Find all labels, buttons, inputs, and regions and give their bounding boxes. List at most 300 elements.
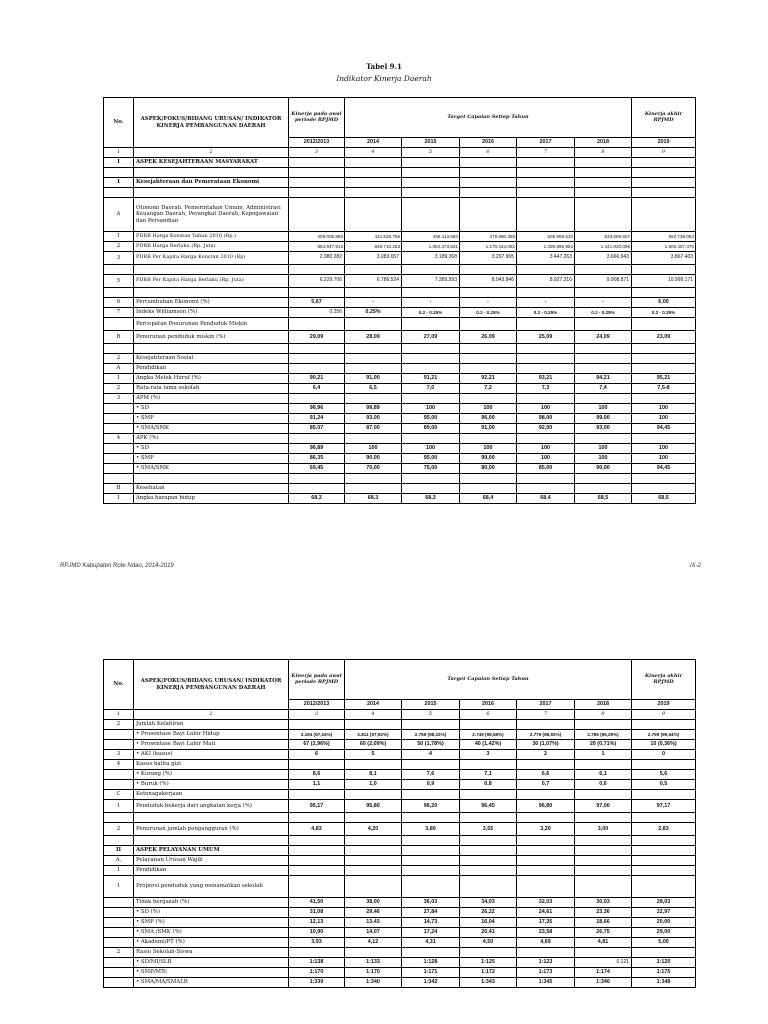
row-value-2017 (517, 760, 575, 770)
row-value-2012-2013 (289, 720, 345, 730)
indicator-table-page2 (103, 659, 696, 988)
row-value-2019: 100 (632, 454, 696, 464)
row-value-2016 (460, 288, 517, 298)
row-value-2014: 90,00 (345, 454, 402, 464)
header-column-number: 9 (632, 148, 696, 158)
row-value-2015: 95,00 (402, 454, 460, 464)
row-value-2019: 1:175 (632, 968, 696, 978)
row-value-2015: 95,00 (402, 414, 460, 424)
row-value-2017 (517, 856, 575, 866)
row-value-2014 (345, 720, 402, 730)
row-value-2015 (402, 760, 460, 770)
row-value-2014 (345, 364, 402, 374)
row-value-2018 (575, 484, 632, 494)
table-row (104, 404, 696, 414)
row-value-2019: 3.867.403 (632, 252, 696, 265)
row-value-2019 (632, 866, 696, 876)
row-number: B (104, 331, 134, 344)
row-value-2014: 93,00 (345, 414, 402, 424)
table-row (104, 730, 696, 740)
row-value-2017: 2.779 (98,93%) (517, 730, 575, 740)
row-value-2014: 70,00 (345, 464, 402, 474)
row-number (104, 265, 134, 275)
row-value-2019 (632, 178, 696, 188)
row-value-2018: 1 (575, 750, 632, 760)
row-number: 1 (104, 494, 134, 504)
row-number: C (104, 790, 134, 800)
row-value-2019 (632, 760, 696, 770)
table-row (104, 790, 696, 800)
row-value-2019 (632, 288, 696, 298)
row-value-2017: 1:345 (517, 978, 575, 988)
row-value-2016: 0,8 (460, 780, 517, 790)
row-value-2014 (345, 846, 402, 856)
row-value-2018: 90,00 (575, 464, 632, 474)
row-value-2018: 20 (0,71%) (575, 740, 632, 750)
row-value-2018: 99,00 (575, 414, 632, 424)
row-value-2014 (345, 760, 402, 770)
row-value-2015 (402, 856, 460, 866)
row-value-2019: 97,17 (632, 800, 696, 813)
row-indicator-label: ASPEK PELAYANAN UMUM (134, 846, 289, 856)
header-target: Target Capaian Setiap Tahun (345, 98, 632, 138)
row-value-2019 (632, 318, 696, 331)
row-value-2015: 0.2 - 0.25% (402, 308, 460, 318)
row-value-2016 (460, 318, 517, 331)
row-value-2018: 100 (575, 404, 632, 414)
header-column-number: 1 (104, 148, 134, 158)
table-row (104, 158, 696, 168)
header-colnum-row (104, 710, 696, 720)
row-value-2015 (402, 720, 460, 730)
row-indicator-label: • Prosentase Bayi Lahir Hidup (134, 730, 289, 740)
row-value-2016 (460, 866, 517, 876)
table-row (104, 494, 696, 504)
row-indicator-label: Penduduk bekerja dari angkatan kerja (%) (134, 800, 289, 813)
row-value-2012-2013: 31,08 (289, 908, 345, 918)
row-value-2017 (517, 474, 575, 484)
row-value-2018: - (575, 298, 632, 308)
row-value-2015: 1.054.473.831 (402, 242, 460, 252)
row-value-2019: 5,00 (632, 938, 696, 948)
row-value-2016 (460, 364, 517, 374)
row-value-2015 (402, 158, 460, 168)
row-indicator-label: • Prosentase Bayi Lahir Mati (134, 740, 289, 750)
row-value-2016: 3,55 (460, 823, 517, 836)
row-value-2012-2013 (289, 866, 345, 876)
header-column-number: 4 (345, 710, 402, 720)
row-value-2012-2013: 2.980.282 (289, 252, 345, 265)
row-indicator-label: • SD (134, 404, 289, 414)
table-row (104, 908, 696, 918)
row-value-2016 (460, 168, 517, 178)
row-value-2015 (402, 364, 460, 374)
row-indicator-label: • SD (134, 444, 289, 454)
table-body (104, 720, 696, 988)
row-value-2018 (575, 836, 632, 846)
row-value-2012-2013: 85.07 (289, 424, 345, 434)
row-number (104, 344, 134, 354)
row-value-2018 (575, 474, 632, 484)
row-number: 1 (104, 800, 134, 813)
row-value-2019 (632, 484, 696, 494)
row-number (104, 414, 134, 424)
row-value-2017: 32,03 (517, 898, 575, 908)
row-value-2012-2013 (289, 484, 345, 494)
header-year: 2018 (575, 138, 632, 148)
row-value-2019 (632, 813, 696, 823)
header-colnum-row (104, 148, 696, 158)
table-row (104, 898, 696, 908)
row-value-2018 (575, 265, 632, 275)
row-number: 2 (104, 720, 134, 730)
row-value-2018 (575, 198, 632, 232)
row-value-2016: 34,03 (460, 898, 517, 908)
row-value-2015: 17,24 (402, 928, 460, 938)
table-row (104, 265, 696, 275)
row-number: 2 (104, 948, 134, 958)
row-value-2017 (517, 948, 575, 958)
row-number (104, 288, 134, 298)
row-number: 4 (104, 760, 134, 770)
row-value-2018: 94,21 (575, 374, 632, 384)
table-row (104, 252, 696, 265)
table-row (104, 298, 696, 308)
table-caption-number: Tabel 9.1 (366, 62, 402, 71)
row-value-2017 (517, 318, 575, 331)
header-year: 2017 (517, 700, 575, 710)
footer-doc-title: RPJMD Kabupaten Rote Ndao, 2014-2019 (60, 563, 174, 569)
row-value-2017 (517, 354, 575, 364)
row-value-2012-2013 (289, 948, 345, 958)
row-value-2018: 93,00 (575, 424, 632, 434)
row-indicator-label (134, 288, 289, 298)
row-number (104, 938, 134, 948)
row-value-2016: 1:125 (460, 958, 517, 968)
row-value-2019 (632, 720, 696, 730)
row-value-2017 (517, 836, 575, 846)
row-value-2017: 2 (517, 750, 575, 760)
header-year: 2016 (460, 138, 517, 148)
row-value-2015: 4 (402, 750, 460, 760)
row-value-2015: 100 (402, 404, 460, 414)
row-value-2012-2013 (289, 813, 345, 823)
row-value-2012-2013: 6 (289, 750, 345, 760)
table-row (104, 232, 696, 242)
row-value-2012-2013 (289, 434, 345, 444)
row-value-2015: 100 (402, 444, 460, 454)
row-value-2018 (575, 866, 632, 876)
row-value-2012-2013 (289, 168, 345, 178)
row-indicator-label (134, 265, 289, 275)
row-value-2017: 1:123 (517, 958, 575, 968)
indicator-table-page1 (103, 97, 696, 504)
row-value-2018: 2.789 (99,29%) (575, 730, 632, 740)
row-number (104, 836, 134, 846)
table-row (104, 364, 696, 374)
row-value-2012-2013: 29,09 (289, 331, 345, 344)
row-number: B (104, 484, 134, 494)
row-value-2016 (460, 158, 517, 168)
table-row (104, 344, 696, 354)
row-value-2012-2013: 8,6 (289, 770, 345, 780)
header-no: No. (104, 660, 134, 710)
row-value-2012-2013: 6,4 (289, 384, 345, 394)
row-value-2014: 29,46 (345, 908, 402, 918)
row-value-2014 (345, 790, 402, 800)
row-value-2018: 18,66 (575, 918, 632, 928)
row-value-2019 (632, 790, 696, 800)
row-number: A (104, 364, 134, 374)
row-value-2017 (517, 394, 575, 404)
table-row (104, 168, 696, 178)
row-value-2016: 8.043.846 (460, 275, 517, 288)
row-value-2015: 27,09 (402, 331, 460, 344)
row-value-2018 (575, 168, 632, 178)
row-value-2012-2013: 6.229.706 (289, 275, 345, 288)
table-row (104, 331, 696, 344)
row-number: 2 (104, 823, 134, 836)
table-row (104, 958, 696, 968)
header-column-number: 8 (575, 710, 632, 720)
row-value-2015 (402, 354, 460, 364)
row-value-2016: 1.170.444.052 (460, 242, 517, 252)
row-value-2017 (517, 720, 575, 730)
table-row (104, 454, 696, 464)
header-column-number: 6 (460, 710, 517, 720)
row-value-2019 (632, 394, 696, 404)
row-value-2017: 68,4 (517, 494, 575, 504)
header-column-number: 3 (289, 710, 345, 720)
row-indicator-label: • Buruk (%) (134, 780, 289, 790)
table-row (104, 394, 696, 404)
row-value-2016 (460, 790, 517, 800)
table-row (104, 948, 696, 958)
row-value-2019: 1:120 (632, 958, 696, 968)
row-value-2016: 92,21 (460, 374, 517, 384)
row-value-2017: 3.447.263 (517, 252, 575, 265)
row-value-2018 (575, 760, 632, 770)
header-year: 2019 (632, 700, 696, 710)
row-value-2016 (460, 813, 517, 823)
row-value-2019: 10 (0,36%) (632, 740, 696, 750)
row-value-2014: 0.25% (345, 308, 402, 318)
row-indicator-label: • SMA /SMK (%) (134, 928, 289, 938)
row-value-2015: 91,21 (402, 374, 460, 384)
row-indicator-label: • SMP (134, 454, 289, 464)
row-value-2012-2013 (289, 364, 345, 374)
row-value-2016 (460, 344, 517, 354)
row-value-2018 (575, 178, 632, 188)
row-value-2017: 98,00 (517, 414, 575, 424)
row-number (104, 444, 134, 454)
row-value-2019: 6,00 (632, 298, 696, 308)
row-indicator-label: • Kurang (%) (134, 770, 289, 780)
row-value-2018 (575, 344, 632, 354)
row-value-2017: 92,00 (517, 424, 575, 434)
table-row (104, 978, 696, 988)
row-number: 1 (104, 876, 134, 898)
table-row (104, 434, 696, 444)
table-row (104, 474, 696, 484)
row-value-2012-2013: 3,93 (289, 938, 345, 948)
row-value-2016: 80,00 (460, 464, 517, 474)
row-value-2014: 6,5 (345, 384, 402, 394)
row-value-2017: 30 (1,07%) (517, 740, 575, 750)
header-column-number: 4 (345, 148, 402, 158)
row-number (104, 454, 134, 464)
row-value-2015 (402, 318, 460, 331)
row-value-2017 (517, 790, 575, 800)
row-value-2019 (632, 198, 696, 232)
row-value-2014 (345, 198, 402, 232)
row-value-2015: 50 (1,78%) (402, 740, 460, 750)
header-year: 2012/2013 (289, 138, 345, 148)
row-value-2018: 1:174 (575, 968, 632, 978)
row-value-2012-2013 (289, 354, 345, 364)
row-indicator-label: Pertumbuhan Ekonomi (%) (134, 298, 289, 308)
header-year: 2016 (460, 700, 517, 710)
row-value-2019: 68,5 (632, 494, 696, 504)
row-value-2015: 7,0 (402, 384, 460, 394)
row-value-2016 (460, 474, 517, 484)
row-value-2019: 22,97 (632, 908, 696, 918)
row-number (104, 780, 134, 790)
row-value-2017 (517, 813, 575, 823)
row-indicator-label: Penurunan jumlah pengangguran (%) (134, 823, 289, 836)
row-value-2017 (517, 158, 575, 168)
row-value-2014 (345, 948, 402, 958)
footer-page-number: IX-2 (690, 563, 702, 569)
row-indicator-label: Rasio Sekolah-Siswa (134, 948, 289, 958)
row-value-2016: 100 (460, 404, 517, 414)
row-value-2018: 533.569.607 (575, 232, 632, 242)
row-value-2012-2013: 1,1 (289, 780, 345, 790)
row-value-2017 (517, 344, 575, 354)
row-value-2016 (460, 720, 517, 730)
row-value-2016 (460, 178, 517, 188)
table-row (104, 308, 696, 318)
row-value-2014: 431.528.756 (345, 232, 402, 242)
table-row (104, 760, 696, 770)
row-value-2019: 94,45 (632, 464, 696, 474)
row-value-2015 (402, 344, 460, 354)
row-value-2015: 36,03 (402, 898, 460, 908)
header-column-number: 5 (402, 710, 460, 720)
row-value-2016 (460, 434, 517, 444)
row-value-2016: 40 (1,42%) (460, 740, 517, 750)
row-value-2017: 7,3 (517, 384, 575, 394)
row-value-2018 (575, 790, 632, 800)
row-value-2016 (460, 836, 517, 846)
row-value-2012-2013 (289, 394, 345, 404)
table-row (104, 846, 696, 856)
row-number (104, 928, 134, 938)
row-value-2015: 4,31 (402, 938, 460, 948)
row-value-2014: 6.786.524 (345, 275, 402, 288)
table-row (104, 876, 696, 898)
row-value-2012-2013 (289, 318, 345, 331)
row-value-2019: 1:348 (632, 978, 696, 988)
row-value-2019 (632, 168, 696, 178)
row-value-2017 (517, 484, 575, 494)
table-row (104, 354, 696, 364)
row-value-2012-2013: 68,3 (289, 494, 345, 504)
row-value-2015: - (402, 298, 460, 308)
row-indicator-label (134, 344, 289, 354)
row-value-2016: 68,4 (460, 494, 517, 504)
row-value-2014: 3.083.657 (345, 252, 402, 265)
row-indicator-label: Jumlah Kelahiran (134, 720, 289, 730)
row-value-2014: 1:170 (345, 968, 402, 978)
row-indicator-label: • SD (%) (134, 908, 289, 918)
row-value-2018: 3.666.943 (575, 252, 632, 265)
row-value-2016 (460, 948, 517, 958)
table-row (104, 968, 696, 978)
row-value-2015 (402, 474, 460, 484)
row-value-2016: 99,00 (460, 454, 517, 464)
row-value-2012-2013 (289, 344, 345, 354)
row-value-2017: 0.2 - 0.25% (517, 308, 575, 318)
row-number (104, 813, 134, 823)
row-value-2018: 100 (575, 454, 632, 464)
row-value-2018: 9.908.871 (575, 275, 632, 288)
row-indicator-label: Tidak berijazah (%) (134, 898, 289, 908)
row-indicator-label: • AKI (kasus) (134, 750, 289, 760)
table-row (104, 188, 696, 198)
row-value-2015: 3.189.368 (402, 252, 460, 265)
header-column-number: 6 (460, 148, 517, 158)
row-value-2014 (345, 288, 402, 298)
row-value-2014: 4,12 (345, 938, 402, 948)
row-value-2012-2013: 4,83 (289, 823, 345, 836)
row-value-2014 (345, 354, 402, 364)
table-row (104, 720, 696, 730)
row-indicator-label (134, 188, 289, 198)
row-value-2017: 4,69 (517, 938, 575, 948)
table-row (104, 484, 696, 494)
header-column-number: 8 (575, 148, 632, 158)
row-value-2014 (345, 318, 402, 331)
table-row (104, 178, 696, 188)
row-value-2014: 99,89 (345, 404, 402, 414)
row-value-2019: 95,21 (632, 374, 696, 384)
row-value-2017: 8.927.316 (517, 275, 575, 288)
row-value-2018 (575, 876, 632, 898)
header-column-number: 5 (402, 148, 460, 158)
row-indicator-label: • SMA/SMK (134, 464, 289, 474)
table-row (104, 464, 696, 474)
table-header (104, 98, 696, 158)
row-number (104, 958, 134, 968)
row-value-2019 (632, 354, 696, 364)
row-value-2016: 100 (460, 444, 517, 454)
row-value-2014: 1:133 (345, 958, 402, 968)
row-value-2014: 60 (2,09%) (345, 740, 402, 750)
table-row (104, 918, 696, 928)
row-value-2016: 2.749 (98,58%) (460, 730, 517, 740)
row-value-2012-2013 (289, 158, 345, 168)
row-value-2014 (345, 158, 402, 168)
row-value-2012-2013 (289, 198, 345, 232)
row-indicator-label: APK (%) (134, 434, 289, 444)
row-value-2015 (402, 813, 460, 823)
row-value-2018: 24,09 (575, 331, 632, 344)
row-indicator-label: Pendidikan (134, 866, 289, 876)
row-value-2012-2013 (289, 265, 345, 275)
row-indicator-label: Kesejahteraan dan Pemerataan Ekonomi (134, 178, 289, 188)
row-value-2014: 14,07 (345, 928, 402, 938)
